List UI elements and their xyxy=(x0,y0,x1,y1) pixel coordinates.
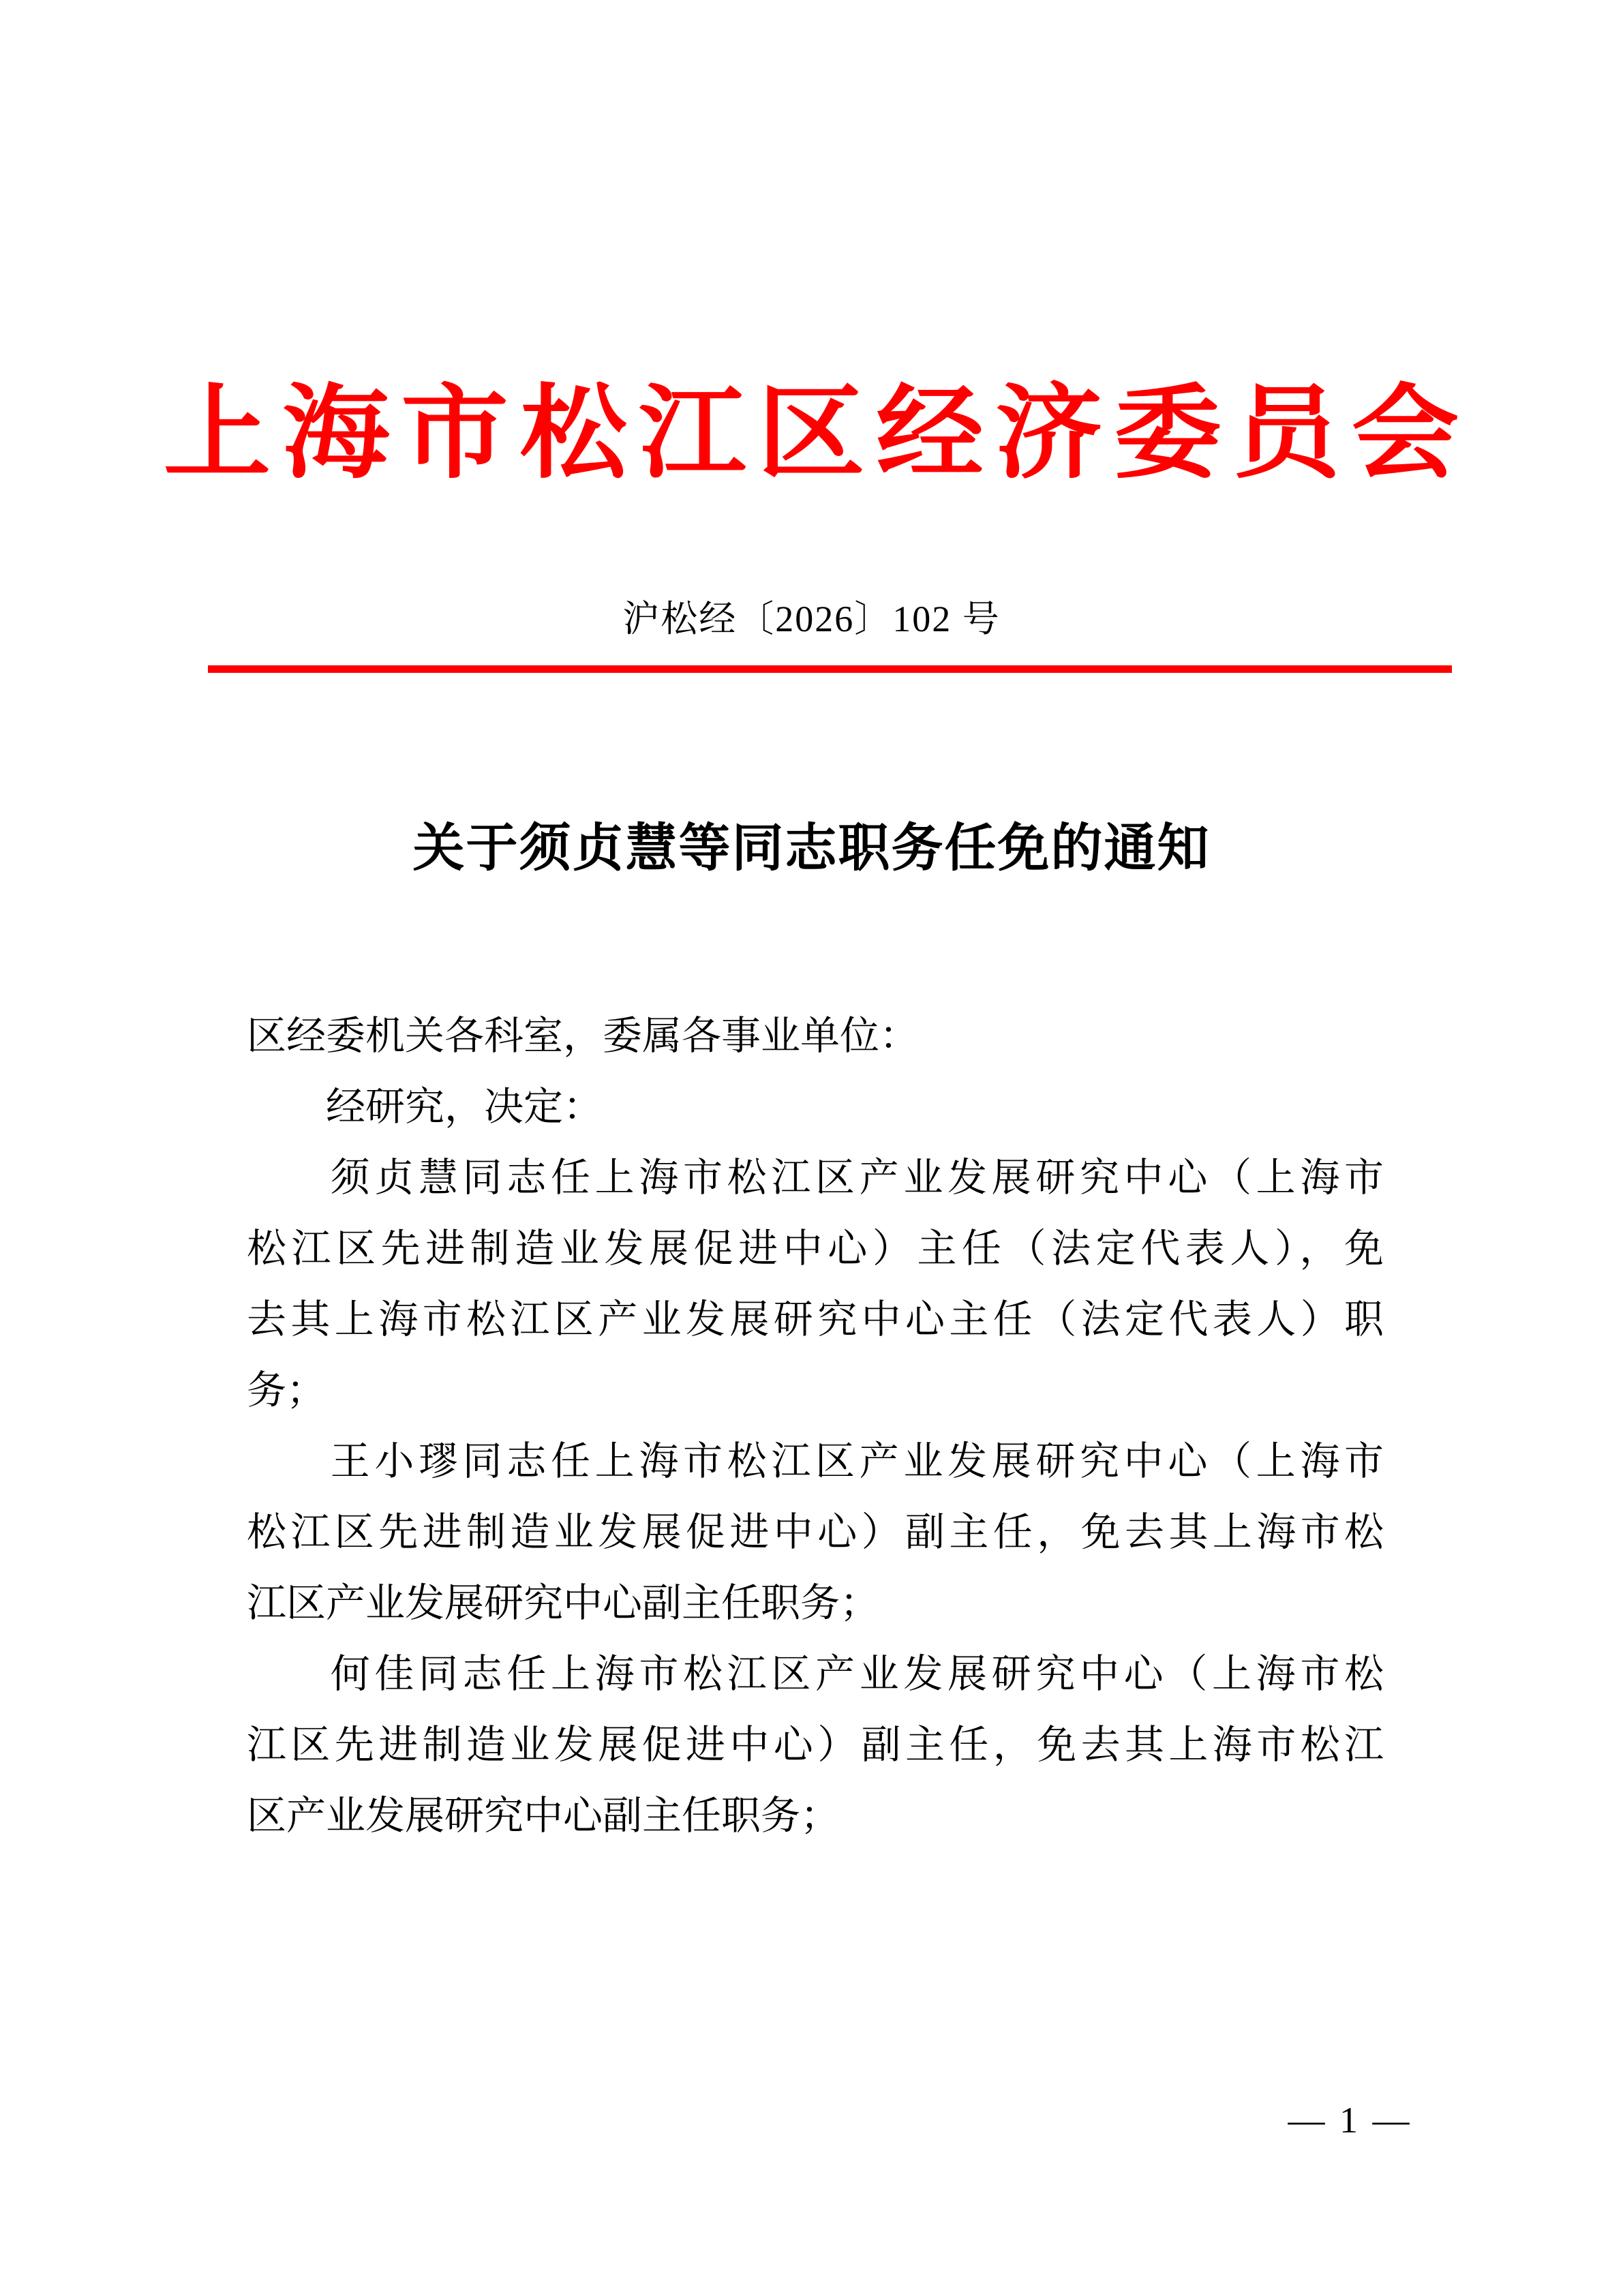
document-title: 关于须贞慧等同志职务任免的通知 xyxy=(412,817,1211,878)
document-body xyxy=(247,1001,1384,1852)
paragraph-3-line-1 xyxy=(247,1639,1384,1710)
issuing-authority-title: 上海市松江区经济委员会 xyxy=(164,373,1471,493)
paragraph-2-text-1: 王小璆同志任上海市松江区产业发展研究中心（上海市 xyxy=(326,1439,1384,1483)
paragraph-1-text-1: 须贞慧同志任上海市松江区产业发展研究中心（上海市 xyxy=(326,1155,1384,1200)
paragraph-2-line-1 xyxy=(247,1426,1384,1497)
paragraph-3-line-3: 区产业发展研究中心副主任职务； xyxy=(247,1794,840,1838)
paragraph-3-text-1: 何佳同志任上海市松江区产业发展研究中心（上海市松 xyxy=(326,1652,1384,1696)
document-serial-number: 沪松经〔2026〕102 号 xyxy=(622,599,1001,639)
body-addressee: 区经委机关各科室，委属各事业单位： xyxy=(247,1014,920,1058)
page-number xyxy=(0,2098,1623,2143)
paragraph-2-line-2: 松江区先进制造业发展促进中心）副主任，免去其上海市松 xyxy=(247,1510,1384,1554)
body-preamble: 经研究，决定： xyxy=(326,1085,603,1129)
paragraph-1-line-4: 务； xyxy=(247,1368,327,1413)
paragraph-2-line-3: 江区产业发展研究中心副主任职务； xyxy=(247,1581,880,1625)
paragraph-1-line-3: 去其上海市松江区产业发展研究中心主任（法定代表人）职 xyxy=(247,1297,1384,1342)
paragraph-1-line-1 xyxy=(247,1143,1384,1213)
paragraph-1-line-2: 松江区先进制造业发展促进中心）主任（法定代表人），免 xyxy=(247,1226,1384,1271)
paragraph-3-line-2: 江区先进制造业发展促进中心）副主任，免去其上海市松江 xyxy=(247,1723,1384,1767)
page-number-text: — 1 — xyxy=(1288,2100,1412,2141)
body-preamble-line xyxy=(247,1072,1384,1143)
red-separator-rule xyxy=(208,665,1452,673)
letterhead xyxy=(0,373,1623,493)
